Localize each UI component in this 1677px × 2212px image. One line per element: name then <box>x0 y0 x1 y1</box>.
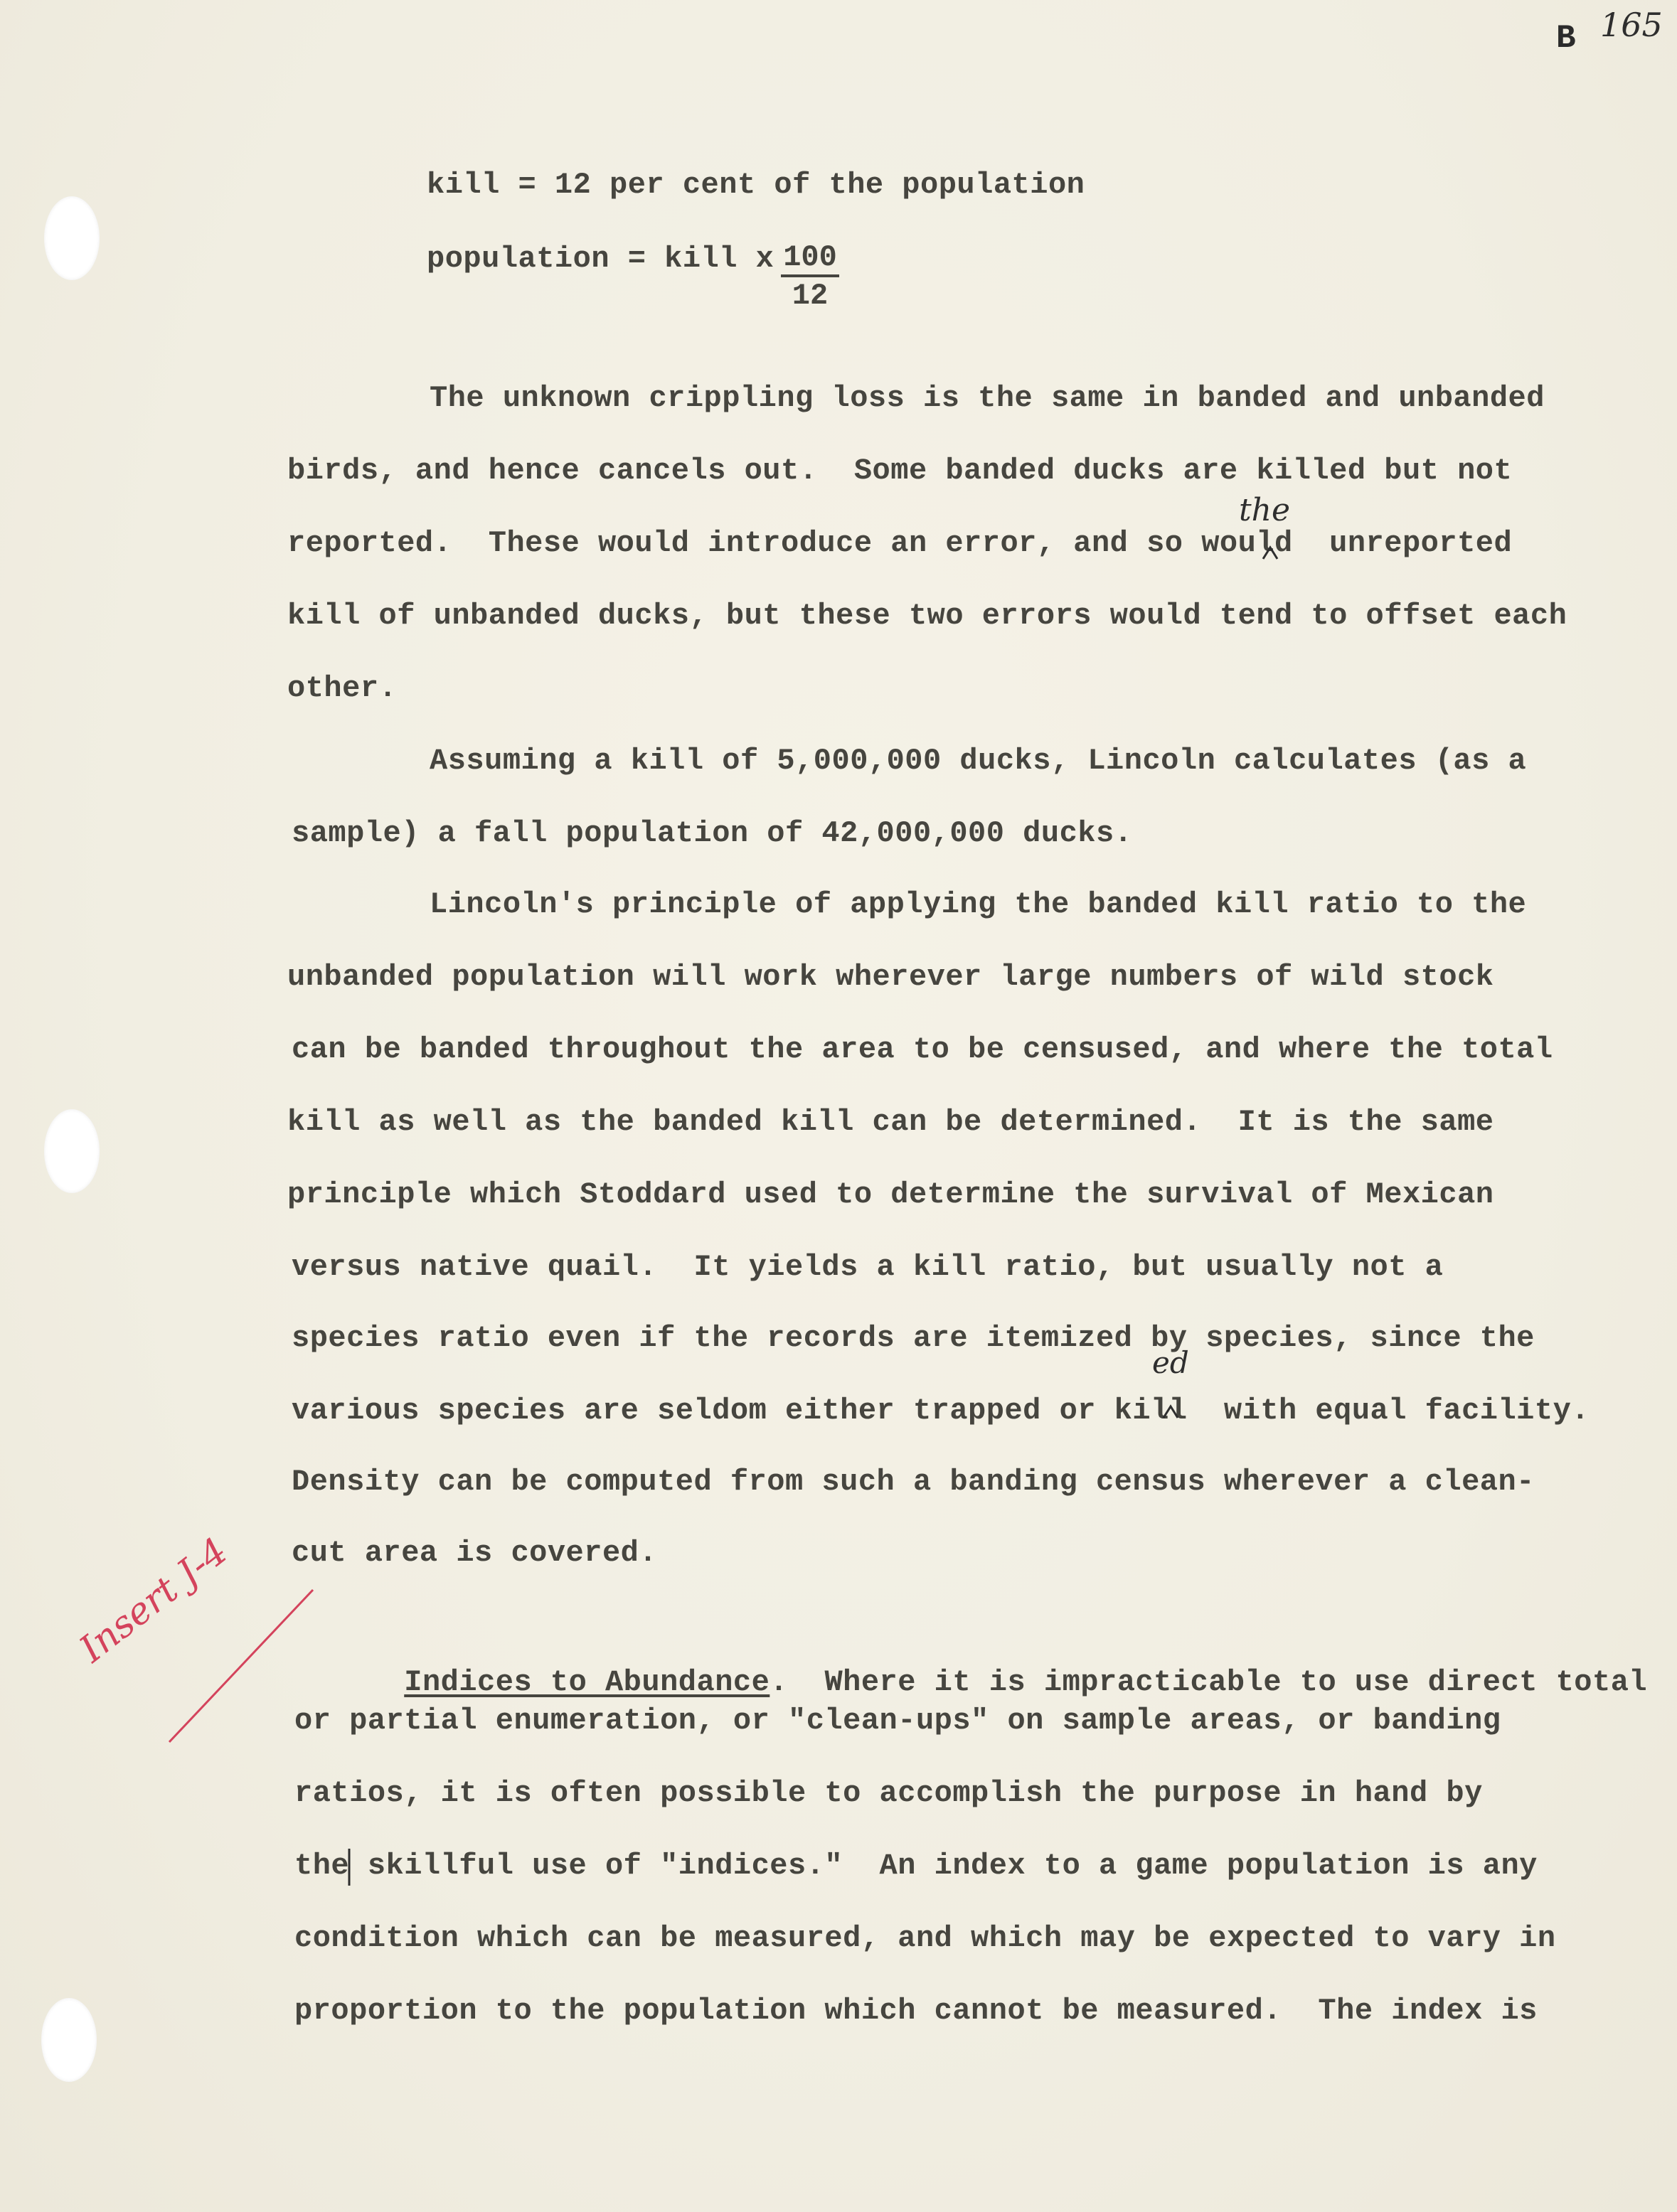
formula-line-2: population = kill x <box>427 242 774 276</box>
text-line: versus native quail. It yields a kill ratio, but usually not a <box>292 1250 1444 1284</box>
text-line: can be banded throughout the area to be censused, and where the total <box>292 1032 1553 1067</box>
fraction-numerator: 100 <box>781 240 839 277</box>
section-heading: Indices to Abundance <box>404 1665 770 1699</box>
page-number: 165 <box>1600 6 1663 44</box>
punch-hole-top <box>44 196 100 280</box>
text-line: The unknown crippling loss is the same in banded and unbanded <box>430 381 1545 415</box>
text-line: the skillful use of "indices." An index to a game population is any <box>294 1849 1538 1883</box>
text-line: kill as well as the banded kill can be determined. It is the same <box>287 1105 1494 1139</box>
text-line: proportion to the population which cannot be measured. The index is <box>294 1994 1538 2028</box>
text-line: reported. These would introduce an error, and so would unreported <box>287 526 1513 560</box>
text-line: or partial enumeration, or "clean-ups" on sample areas, or banding <box>294 1704 1501 1738</box>
margin-note-insert: Insert J-4 <box>72 1529 236 1671</box>
heading-line-rest: . Where it is impracticable to use direct total <box>770 1665 1648 1699</box>
text-line: cut area is covered. <box>292 1536 658 1570</box>
text-line: condition which can be measured, and which may be expected to vary in <box>294 1921 1556 1955</box>
text-line: birds, and hence cancels out. Some banded ducks are killed but not <box>287 454 1513 488</box>
text-line: sample) a fall population of 42,000,000 ducks. <box>292 816 1133 850</box>
text-line: ratios, it is often possible to accomplish the purpose in hand by <box>294 1776 1483 1810</box>
page-number-prefix: B <box>1556 20 1577 57</box>
text-line: other. <box>287 671 398 705</box>
text-line: Density can be computed from such a banding census wherever a clean- <box>292 1465 1535 1499</box>
text-line: principle which Stoddard used to determine the survival of Mexican <box>287 1177 1494 1212</box>
handwritten-insert-the: the <box>1239 492 1291 528</box>
fraction-denominator: 12 <box>792 279 829 313</box>
text-line: various species are seldom either trapped or kill with equal facility. <box>292 1394 1590 1428</box>
text-line: unbanded population will work wherever large numbers of wild stock <box>287 960 1494 994</box>
formula-line-1: kill = 12 per cent of the population <box>427 168 1085 202</box>
formula-fraction <box>781 240 839 314</box>
text-line: species ratio even if the records are itemized by species, since the <box>292 1321 1535 1355</box>
punch-hole-bottom <box>41 1998 97 2082</box>
punch-hole-middle <box>44 1109 100 1193</box>
handwritten-insert-ed: ed <box>1152 1345 1189 1380</box>
text-line: Assuming a kill of 5,000,000 ducks, Lincoln calculates (as a <box>430 744 1527 778</box>
text-line: kill of unbanded ducks, but these two errors would tend to offset each <box>287 599 1567 633</box>
red-pencil-stroke <box>169 1590 313 1742</box>
text-line: Lincoln's principle of applying the banded kill ratio to the <box>430 887 1527 921</box>
